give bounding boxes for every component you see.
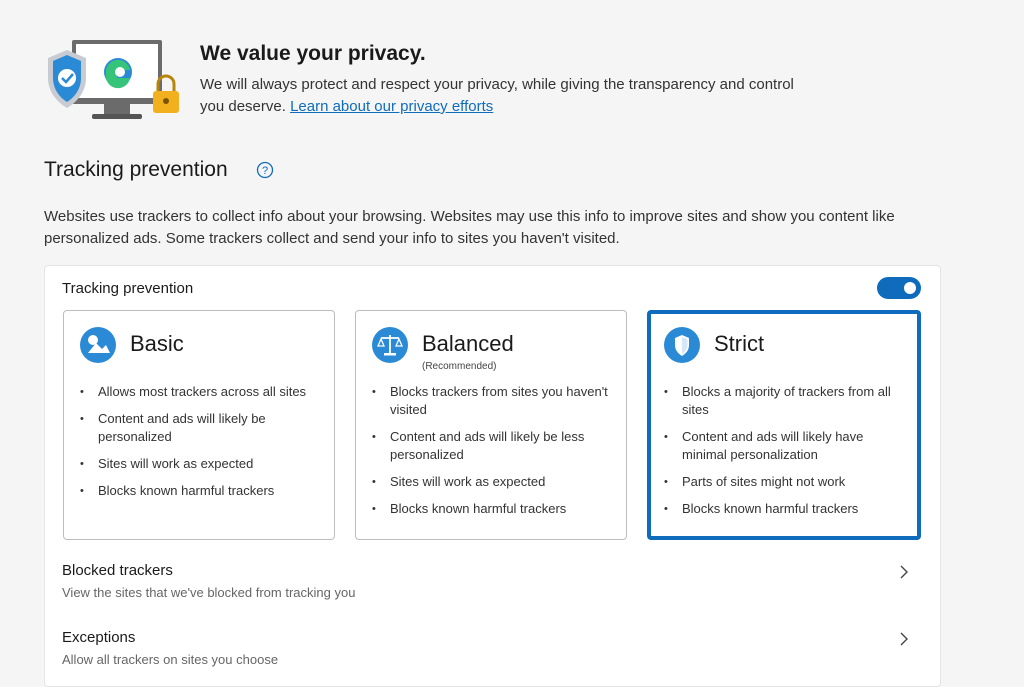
chevron-right-icon <box>898 631 910 647</box>
basic-icon <box>80 327 116 363</box>
list-item: • Content and ads will likely be less personalized <box>372 428 612 464</box>
card-title: Tracking prevention <box>62 280 194 297</box>
privacy-hero <box>44 30 944 130</box>
option-strict[interactable] <box>647 310 921 540</box>
list-item: • Parts of sites might not work <box>664 473 904 491</box>
list-item: • Content and ads will likely be personalized <box>80 410 320 446</box>
balance-scale-icon <box>372 327 408 363</box>
shield-icon <box>664 327 700 363</box>
hero-description-text: We will always protect and respect your privacy, while giving the transparency and control you deserve. <box>200 76 794 115</box>
list-item: • Sites will work as expected <box>80 455 320 473</box>
blocked-trackers-subtitle: View the sites that we've blocked from tracking you <box>62 585 356 600</box>
list-item: • Blocks trackers from sites you haven't visited <box>372 383 612 419</box>
privacy-illustration-icon <box>44 34 184 124</box>
section-title: Tracking prevention <box>44 158 228 181</box>
tracking-prevention-card <box>44 265 941 687</box>
exceptions-row[interactable] <box>62 629 922 685</box>
option-balanced[interactable] <box>355 310 627 540</box>
chevron-right-icon <box>898 564 910 580</box>
help-icon[interactable] <box>256 161 274 179</box>
section-description: Websites use trackers to collect info about your browsing. Websites may use this info to improve sites and show you content like personalized ads. Some trackers collect and send your info to sites you haven't visited. <box>44 208 895 247</box>
hero-title: We value your privacy. <box>200 42 426 65</box>
option-basic-bullets <box>80 383 320 509</box>
svg-text:?: ? <box>261 165 269 177</box>
list-item: • Allows most trackers across all sites <box>80 383 320 401</box>
blocked-trackers-row[interactable] <box>62 562 922 618</box>
option-basic-name: Basic <box>130 331 184 356</box>
list-item: • Sites will work as expected <box>372 473 612 491</box>
hero-description <box>200 74 800 118</box>
option-strict-bullets <box>664 383 904 527</box>
blocked-trackers-title: Blocked trackers <box>62 562 173 579</box>
privacy-efforts-link[interactable]: Learn about our privacy efforts <box>290 98 494 115</box>
list-item: • Blocks known harmful trackers <box>80 482 320 500</box>
list-item: • Blocks a majority of trackers from all sites <box>664 383 904 419</box>
recommended-label: (Recommended) <box>422 361 497 372</box>
option-basic[interactable] <box>63 310 335 540</box>
exceptions-subtitle: Allow all trackers on sites you choose <box>62 652 279 667</box>
list-item: • Content and ads will likely have minimal personalization <box>664 428 904 464</box>
list-item: • Blocks known harmful trackers <box>372 500 612 518</box>
tracking-prevention-toggle[interactable] <box>877 277 921 299</box>
exceptions-title: Exceptions <box>62 629 136 646</box>
option-balanced-name: Balanced <box>422 331 514 356</box>
list-item: • Blocks known harmful trackers <box>664 500 904 518</box>
toggle-knob <box>904 282 916 294</box>
option-strict-name: Strict <box>714 331 765 356</box>
option-balanced-bullets <box>372 383 612 527</box>
